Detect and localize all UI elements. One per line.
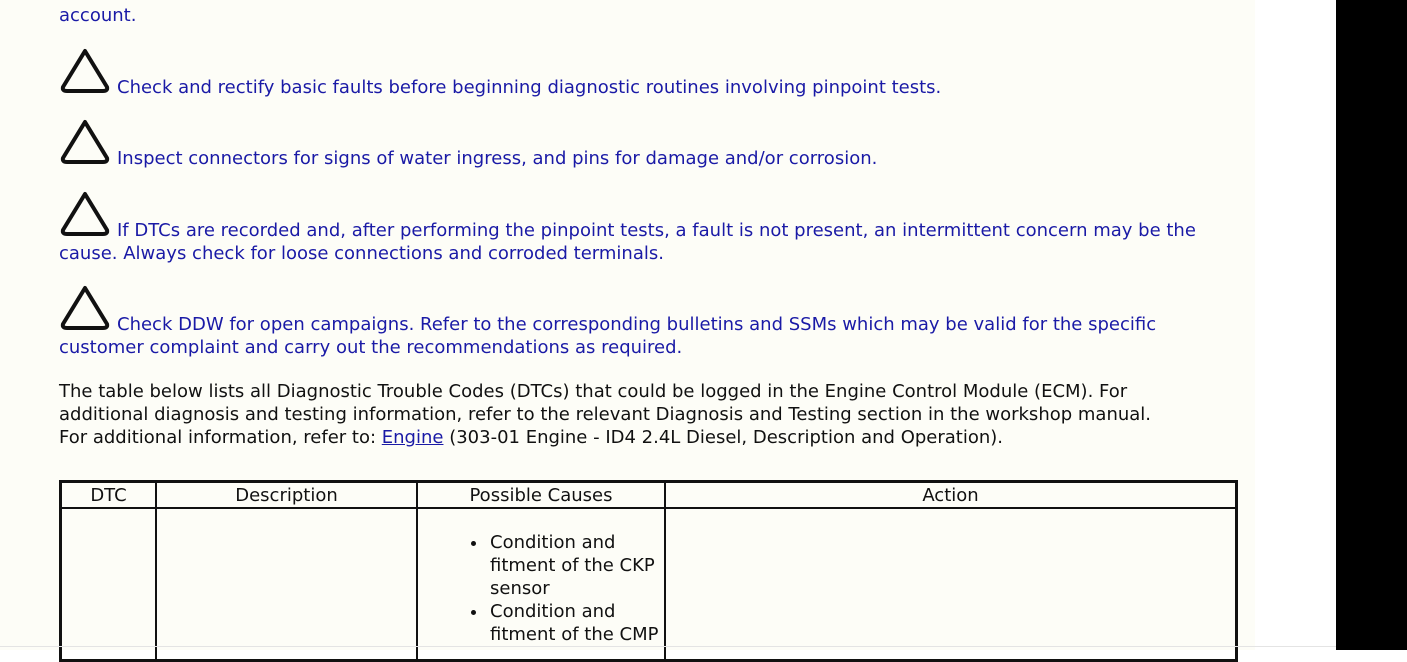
note-4-line1: Check DDW for open campaigns. Refer to the corresponding bulletins and SSMs which may be valid for the specific — [117, 314, 1157, 335]
note-3-line2: cause. Always check for loose connections and corroded terminals. — [59, 243, 664, 264]
header-possible-causes: Possible Causes — [417, 482, 665, 509]
cell-action — [665, 508, 1237, 661]
reference-suffix: (303-01 Engine - ID4 2.4L Diesel, Description and Operation). — [443, 427, 1004, 448]
cell-possible-causes — [417, 508, 665, 661]
dtc-intro-line3 — [59, 426, 1003, 449]
dtc-table — [59, 480, 1238, 662]
note-1-text: Check and rectify basic faults before beginning diagnostic routines involving pinpoint tests. — [117, 77, 942, 98]
header-dtc: DTC — [61, 482, 157, 509]
causes-list — [418, 531, 664, 646]
cause-item: • Condition and fitment of the CKP sensor — [488, 531, 664, 600]
note-2-text: Inspect connectors for signs of water ingress, and pins for damage and/or corrosion. — [117, 148, 878, 169]
dtc-intro-line2: additional diagnosis and testing information, refer to the relevant Diagnosis and Testing section in the workshop manual. — [59, 404, 1152, 425]
note-3-line1: If DTCs are recorded and, after performing the pinpoint tests, a fault is not present, an intermittent concern may be the — [117, 220, 1196, 241]
note-4-line2: customer complaint and carry out the recommendations as required. — [59, 337, 683, 358]
warning-triangle-icon — [59, 284, 111, 330]
header-action: Action — [665, 482, 1237, 509]
engine-reference-link[interactable]: Engine — [381, 427, 444, 448]
intro-tail-text: account. — [59, 5, 137, 26]
warning-triangle-icon — [59, 190, 111, 236]
table-row — [61, 508, 1237, 661]
table-header-row — [61, 482, 1237, 509]
warning-triangle-icon — [59, 118, 111, 164]
window-edge — [1336, 0, 1407, 650]
dtc-intro-line1: The table below lists all Diagnostic Trouble Codes (DTCs) that could be logged in the Engine Control Module (ECM). For — [59, 381, 1128, 402]
reference-prefix: For additional information, refer to: — [59, 427, 382, 448]
cell-dtc — [61, 508, 157, 661]
horizontal-divider — [0, 646, 1336, 647]
cell-description — [156, 508, 417, 661]
warning-triangle-icon — [59, 47, 111, 93]
header-description: Description — [156, 482, 417, 509]
cause-item: • Condition and fitment of the CMP — [488, 600, 664, 646]
